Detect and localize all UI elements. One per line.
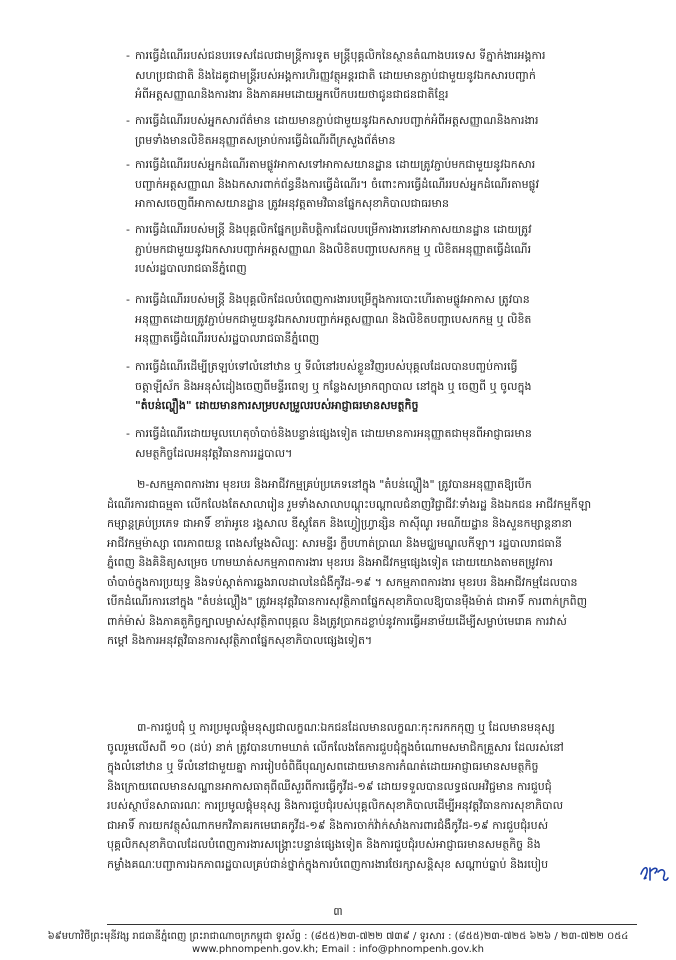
bullet-line: របស់រដ្ឋបាលរាជធានីភ្នំពេញ (135, 262, 247, 275)
paragraph-line: កម្តៅ និងការអនុវត្តវិធានការសុវត្ថិភាពផ្នែកសុខាភិបាលផ្សេងទៀត។ (107, 634, 373, 647)
section-2-paragraph (107, 475, 637, 651)
signature-initials (638, 860, 670, 884)
paragraph-line: ដំណើរការជាធម្មតា លើកលែងតែសាលារៀន រួមទាំងសាលាបណ្តុះបណ្តាលជំនាញវិជ្ជាជីវៈទាំងរដ្ឋ និងឯកជន អាជីវកម្មកីឡា (107, 497, 592, 511)
footer-divider (107, 924, 637, 925)
bullet-dash: - (126, 114, 130, 127)
paragraph-line: ៣-ការជួបជុំ ឬ ការប្រមូលផ្តុំមនុស្សជាលក្ខណៈឯកជនដែលមានលក្ខណៈកុះករកកកុញ ឬ ដែលមានមនុស្ស (137, 721, 555, 734)
paragraph-line: ក្នុងលំនៅឋាន ឬ ទីលំនៅជាមួយគ្នា ការរៀបចំពិធីបុណ្យសពដោយមានការកំណត់ដោយអាជ្ញាធរមានសមត្ថកិច្ច (107, 760, 539, 773)
bullet-item (126, 424, 635, 463)
bullet-line: អាកាសចេញពីអាកាសយានដ្ឋាន ត្រូវអនុវត្តតាមវិធានផ្នែកសុខាភិបាលជាធរមាន (135, 197, 449, 210)
bullet-item (126, 290, 635, 349)
bullet-item (126, 111, 635, 150)
paragraph-line: ជាអាទិ៍ ការយកវត្ថុសំណាកមកវិភាគរកមេរោគកូវីដ-១៩ និងការចាក់វ៉ាក់សាំងការពារជំងឺកូវីដ-១៩ ការជួបជុំរបស់ (107, 818, 549, 832)
bullet-line: បញ្ជាក់អត្តសញ្ញាណ និងឯកសារពាក់ព័ន្ធនឹងការធ្វើដំណើរ។ ចំពោះការធ្វើដំណើររបស់អ្នកដំណើរតាមផ្លូវ (135, 177, 540, 191)
bullet-line: សមត្ថកិច្ចដែលអនុវត្តវិធានការរដ្ឋបាល។ (135, 446, 293, 460)
paragraph-line: កម្សាន្តគ្រប់ប្រភេទ ជាអាទិ៍ ខារ៉ាអូខេ រង្គសាល ឌីស្កូតែក និងហ្វៀហ្វ្រាន្សិន កាស៊ីណូ រមណីយដ្ឋាន និងសួនកម្សាន្តនានា (107, 517, 572, 530)
paragraph-line: អាជីវកម្មម៉ាស្សា ពេរភាពយន្ត ពេងសម្តែងសិល្បៈ សារមន្ទីរ ក្លឹបហាត់ប្រាណ និងមជ្ឈមណ្ឌលកីឡា។ រដ្ឋបាលរាជធានី (107, 536, 562, 550)
bullet-line: "តំបន់ល្ហឿង" ដោយមានការសម្របសម្រួលរបស់អាជ្ញាធរមានសមត្ថកិច្ច (135, 399, 419, 412)
bullet-dash: - (126, 49, 130, 62)
bullet-line: ការធ្វើដំណើររបស់អ្នកសារព័ត៌មាន ដោយមានភ្ជាប់ជាមួយនូវឯកសារបញ្ជាក់អំពីអត្តសញ្ញាណនិងការងារ (135, 114, 539, 127)
bullet-dash: - (126, 360, 130, 373)
footer-address: ៦៩មហាវិថីព្រះមុនីវង្ស រាជធានីភ្នំពេញ ព្រះរាជាណាចក្រកម្ពុជា ទូរស័ព្ទ : (៨៥៥)២៣-៧២២ ៧៣៩ / ទូរសារ : (៨៥៥)២៣-៧២៥ ៦២៦ / ២៣-៧២២ ០៥៤ (47, 931, 629, 942)
bullet-line: ការធ្វើដំណើររបស់មន្ត្រី និងបុគ្គលិកដែលបំពេញការងារបម្រើក្នុងការបោះហើរតាមផ្លូវអាកាស ត្រូវបាន (135, 293, 530, 306)
bullet-line: ការធ្វើដំណើររបស់ជនបរទេសដែលជាមន្ត្រីការទូត មន្ត្រីបុគ្គលិកនៃស្ថានតំណាងបរទេស ទីភ្នាក់ងារអង្គការ (135, 49, 546, 62)
section-3-paragraph (107, 718, 637, 874)
page-number: ៣ (333, 905, 343, 918)
bullet-item (126, 46, 635, 105)
paragraph-line: ពាក់ម៉ាស់ និងភាគតួកិច្ចក្បាលម្ចាស់សុវត្ថិភាពបុគ្គល និងត្រូវប្រាកដខ្លាប់នូវការធ្វើអនាម័យដើម្បីសម្លាប់មេរោគ ការវាស់ (107, 614, 567, 628)
bullet-line: ការធ្វើដំណើរដើម្បីត្រឡប់ទៅលំនៅឋាន ឬ ទីលំនៅរបស់ខ្លួនវិញរបស់បុគ្គលដែលបានបញ្ចប់ការធ្វើ (135, 360, 518, 373)
bullet-line: ការធ្វើដំណើរដោយមូលហេតុចាំបាច់និងបន្ទាន់ផ្សេងទៀត ដោយមានការអនុញ្ញាតជាមុនពីអាជ្ញាធរមាន (135, 427, 532, 440)
paragraph-line: ២-សកម្មភាពការងារ មុខរបរ និងអាជីវកម្មគ្រប់ប្រភេទនៅក្នុង "តំបន់ល្ហឿង" ត្រូវបានអនុញ្ញាតឱ្យបើក (137, 478, 532, 491)
paragraph-line: និងក្រោយពេលមានសណ្ឋានអាកាសធាតុពីឈឺសួរពីការធ្វើកូវីដ-១៩ ដោយទទួលបានលទ្ធផលអវិជ្ជមាន ការជួបជុំ (107, 779, 552, 793)
bullet-item (126, 155, 635, 214)
bullet-item (126, 220, 635, 279)
paragraph-line: បើកដំណើរការនៅក្នុង "តំបន់ល្ហឿង" ត្រូវអនុវត្តវិធានការសុវត្ថិភាពផ្នែកសុខាភិបាលឱ្យបានម៉ឺងម៉ាត់ ជាអាទិ៍ ការពាក់ក្រពិញ (107, 595, 588, 608)
bullet-line: សហប្រជាជាតិ និងដៃគូជាមន្ត្រីរបស់អង្គការហិរញ្ញវត្ថុអន្តរជាតិ ដោយមានភ្ជាប់ជាមួយនូវឯកសារបញ្ជាក់ (135, 68, 536, 82)
paragraph-line: កម្លាំងគណៈបញ្ជាការឯកភាពរដ្ឋបាលគ្រប់ជាន់ថ្នាក់ក្នុងការបំពេញការងារថែរក្សាសន្តិសុខ សណ្តាប់ធ្នាប់ និងរបៀប (107, 857, 549, 871)
paragraph-line: បុគ្គលិកសុខាភិបាលដែលបំពេញការងារសង្គ្រោះបន្ទាន់ផ្សេងទៀត និងការជួបជុំរបស់អាជ្ញាធរមានសមត្ថកិច្ច និង (107, 838, 541, 851)
bullet-dash: - (126, 223, 130, 236)
footer-contact (0, 944, 676, 955)
bullet-line: អនុញ្ញាតធ្វើដំណើររបស់រដ្ឋបាលរាជធានីភ្នំពេញ (135, 332, 320, 345)
paragraph-line: ចូលរួមលើសពី ១០ (ដប់) នាក់ ត្រូវបានហាមឃាត់ លើកលែងតែការជួបជុំក្នុងចំណោមសមាជិកគ្រួសារ ដែលរស់នៅ (107, 740, 564, 754)
bullet-line: ចត្តាឡីស័ក និងអនុសំដៀងចេញពីមន្ទីរពេទ្យ ឬ កន្លែងសម្រាកព្យាបាល នៅក្នុង ឬ ចេញពី ឬ ចូលក្នុង (135, 379, 532, 393)
bullet-line: ភ្ជាប់មកជាមួយនូវឯកសារបញ្ជាក់អត្តសញ្ញាណ និងលិខិតបញ្ជាបេសកកម្ម ឬ លិខិតអនុញ្ញាតធ្វើដំណើរ (135, 242, 532, 256)
bullet-dash: - (126, 427, 130, 440)
bullet-dash: - (126, 293, 130, 306)
bullet-line: ព្រមទាំងមានលិខិតអនុញ្ញាតសម្រាប់ការធ្វើដំណើរពីក្រសួងព័ត៌មាន (135, 133, 396, 147)
bullet-item (126, 357, 635, 416)
footer-email-link[interactable]: info@phnompenh.gov.kh (359, 944, 484, 955)
paragraph-line: ចាំបាច់ក្នុងការប្រយុទ្ធ និងទប់ស្កាត់ការឆ្លងរាលដាលនៃជំងឺកូវីដ-១៩ ។ សកម្មភាពការងារ មុខរបរ និងអាជីវកម្មដែលបាន (107, 575, 578, 589)
paragraph-line: ភ្នំពេញ និងគិនិត្យសម្រេច ហាមឃាត់សកម្មភាពការងារ មុខរបរ និងអាជីវកម្មផ្សេងទៀត ដោយយោងតាមតម្រូវការ (107, 556, 553, 569)
bullet-line: ការធ្វើដំណើររបស់អ្នកដំណើរតាមផ្លូវអាកាសទៅអាកាសយានដ្ឋាន ដោយត្រូវភ្ជាប់មកជាមួយនូវឯកសារ (135, 158, 536, 171)
paragraph-line: របស់ស្ថាប័នសាធារណៈ ការប្រមូលផ្តុំមនុស្ស និងការជួបជុំរបស់បុគ្គលិកសុខាភិបាលដើម្បីអនុវត្តវិធានការសុខាភិបាល (107, 799, 564, 812)
bullet-line: អនុញ្ញាតដោយត្រូវភ្ជាប់មកជាមួយនូវឯកសារបញ្ជាក់អត្តសញ្ញាណ និងលិខិតបញ្ជាបេសកកម្ម ឬ លិខិត (135, 312, 532, 326)
bullet-line: ការធ្វើដំណើររបស់មន្ត្រី និងបុគ្គលិកផ្នែកប្រតិបត្តិការដែលបម្រើការងារនៅអាកាសយានដ្ឋាន ដោយត្រូវ (135, 223, 532, 236)
bullet-dash: - (126, 158, 130, 171)
footer-website: www.phnompenh.gov.kh; Email : (192, 944, 360, 955)
bullet-line: អំពីអត្តសញ្ញាណនិងការងារ និងភាគអមដោយអ្នកបើកបរយថាជូនជាជនជាតិខ្មែរ (135, 88, 449, 101)
